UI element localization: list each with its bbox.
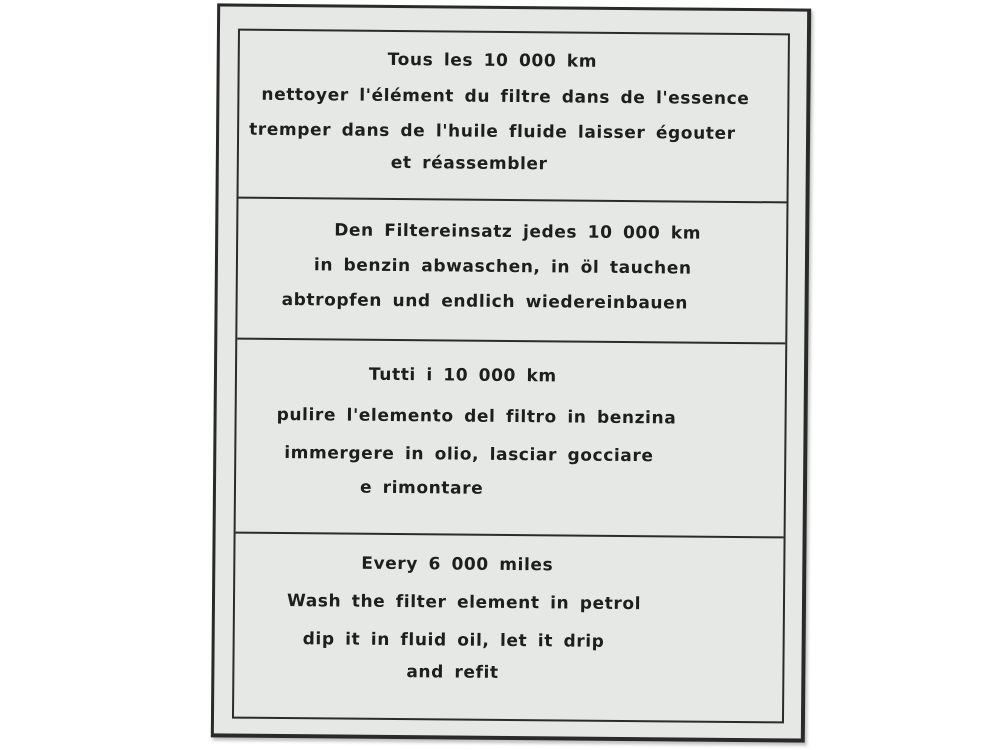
french-line-2: nettoyer l'élément du filtre dans de l'essence: [261, 84, 750, 110]
italian-line-4: e rimontare: [359, 477, 484, 499]
section-italian: [236, 340, 786, 539]
french-line-4: et réassembler: [390, 152, 548, 175]
italian-line-1: Tutti i 10 000 km: [368, 364, 557, 387]
german-line-3: abtropfen und endlich wiedereinbauen: [281, 289, 689, 314]
italian-line-2: pulire l'elemento del filtro in benzina: [276, 404, 677, 429]
section-english: [234, 534, 784, 722]
english-line-4: and refit: [406, 662, 499, 683]
german-line-2: in benzin abwaschen, in öl tauchen: [313, 255, 692, 279]
section-german: [237, 199, 786, 345]
french-line-3: tremper dans de l'huile fluide laisser égouter: [249, 119, 736, 144]
italian-line-3: immergere in olio, lasciar gocciare: [284, 443, 654, 467]
english-line-3: dip it in fluid oil, let it drip: [302, 629, 605, 652]
label-frame: [232, 29, 790, 724]
german-line-1: Den Filtereinsatz jedes 10 000 km: [334, 220, 702, 244]
section-french: [239, 31, 788, 204]
english-line-2: Wash the filter element in petrol: [286, 591, 642, 615]
english-line-1: Every 6 000 miles: [361, 553, 554, 576]
french-line-1: Tous les 10 000 km: [387, 49, 598, 72]
instruction-label-card: [211, 3, 811, 742]
